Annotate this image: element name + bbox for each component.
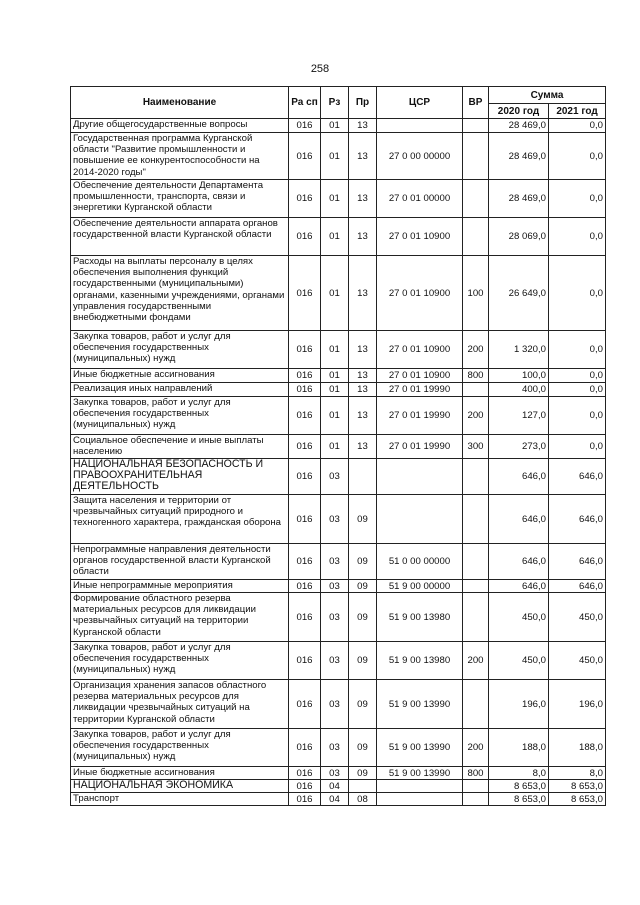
- table-row: [71, 331, 606, 369]
- vr-cell: [463, 793, 489, 806]
- csr-cell: 27 0 01 19990: [377, 397, 463, 435]
- rz-cell: 01: [321, 256, 349, 331]
- name-cell: Закупка товаров, работ и услуг для обеспечения государственных (муниципальных) нужд: [71, 729, 289, 767]
- name-cell: Иные бюджетные ассигнования: [71, 767, 289, 780]
- budget-table: [70, 86, 606, 806]
- sum-2020-cell: 28 469,0: [489, 119, 549, 133]
- name-cell: НАЦИОНАЛЬНАЯ БЕЗОПАСНОСТЬ И ПРАВООХРАНИТЕЛЬНАЯ ДЕЯТЕЛЬНОСТЬ: [71, 459, 289, 495]
- pr-cell: 13: [349, 369, 377, 383]
- sum-2020-cell: 8 653,0: [489, 793, 549, 806]
- header-year-2020: 2020 год: [489, 104, 549, 119]
- sum-2021-cell: 646,0: [549, 459, 606, 495]
- sum-2020-cell: 188,0: [489, 729, 549, 767]
- rsp-cell: 016: [289, 780, 321, 793]
- vr-cell: 200: [463, 729, 489, 767]
- sum-2021-cell: 450,0: [549, 642, 606, 680]
- pr-cell: 09: [349, 680, 377, 729]
- pr-cell: 13: [349, 397, 377, 435]
- rsp-cell: 016: [289, 256, 321, 331]
- table-row: [71, 642, 606, 680]
- rsp-cell: 016: [289, 180, 321, 218]
- csr-cell: [377, 119, 463, 133]
- pr-cell: [349, 459, 377, 495]
- rz-cell: 03: [321, 729, 349, 767]
- rz-cell: 03: [321, 459, 349, 495]
- name-cell: Непрограммные направления деятельности органов государственной власти Курганской области: [71, 544, 289, 580]
- table-row: [71, 383, 606, 397]
- sum-2021-cell: 0,0: [549, 397, 606, 435]
- sum-2020-cell: 127,0: [489, 397, 549, 435]
- pr-cell: [349, 780, 377, 793]
- csr-cell: 27 0 00 00000: [377, 133, 463, 180]
- rz-cell: 03: [321, 642, 349, 680]
- name-cell: Транспорт: [71, 793, 289, 806]
- csr-cell: 27 0 01 10900: [377, 331, 463, 369]
- sum-2021-cell: 8,0: [549, 767, 606, 780]
- pr-cell: 09: [349, 642, 377, 680]
- rsp-cell: 016: [289, 133, 321, 180]
- header-rz: Рз: [321, 87, 349, 119]
- rsp-cell: 016: [289, 767, 321, 780]
- csr-cell: 27 0 01 10900: [377, 369, 463, 383]
- pr-cell: 08: [349, 793, 377, 806]
- page-number: 258: [310, 63, 330, 75]
- rz-cell: 04: [321, 780, 349, 793]
- name-cell: Расходы на выплаты персоналу в целях обеспечения выполнения функций государственными (муниципальными) органами, казенными учреждениями, органами управления государственными внебюджетными фондами: [71, 256, 289, 331]
- sum-2020-cell: 400,0: [489, 383, 549, 397]
- vr-cell: 200: [463, 642, 489, 680]
- table-row: [71, 369, 606, 383]
- csr-cell: [377, 495, 463, 544]
- csr-cell: 51 9 00 13990: [377, 680, 463, 729]
- csr-cell: 27 0 01 00000: [377, 180, 463, 218]
- rz-cell: 03: [321, 593, 349, 642]
- pr-cell: 13: [349, 383, 377, 397]
- pr-cell: 13: [349, 133, 377, 180]
- pr-cell: 13: [349, 119, 377, 133]
- pr-cell: 13: [349, 435, 377, 459]
- rz-cell: 01: [321, 369, 349, 383]
- pr-cell: 09: [349, 580, 377, 593]
- pr-cell: 09: [349, 767, 377, 780]
- sum-2020-cell: 450,0: [489, 593, 549, 642]
- pr-cell: 13: [349, 256, 377, 331]
- table-row: [71, 180, 606, 218]
- csr-cell: 51 0 00 00000: [377, 544, 463, 580]
- pr-cell: 09: [349, 593, 377, 642]
- sum-2021-cell: 196,0: [549, 680, 606, 729]
- name-cell: Защита населения и территории от чрезвычайных ситуаций природного и техногенного характера, гражданская оборона: [71, 495, 289, 544]
- sum-2020-cell: 450,0: [489, 642, 549, 680]
- sum-2020-cell: 273,0: [489, 435, 549, 459]
- name-cell: Закупка товаров, работ и услуг для обеспечения государственных (муниципальных) нужд: [71, 331, 289, 369]
- rz-cell: 01: [321, 180, 349, 218]
- rz-cell: 03: [321, 680, 349, 729]
- rsp-cell: 016: [289, 793, 321, 806]
- table-row: [71, 133, 606, 180]
- sum-2021-cell: 0,0: [549, 369, 606, 383]
- csr-cell: [377, 793, 463, 806]
- sum-2020-cell: 28 069,0: [489, 218, 549, 256]
- rsp-cell: 016: [289, 544, 321, 580]
- name-cell: Иные непрограммные мероприятия: [71, 580, 289, 593]
- rsp-cell: 016: [289, 642, 321, 680]
- sum-2021-cell: 646,0: [549, 580, 606, 593]
- name-cell: Социальное обеспечение и иные выплаты населению: [71, 435, 289, 459]
- rz-cell: 03: [321, 580, 349, 593]
- vr-cell: 100: [463, 256, 489, 331]
- rz-cell: 03: [321, 495, 349, 544]
- sum-2021-cell: 0,0: [549, 180, 606, 218]
- sum-2021-cell: 450,0: [549, 593, 606, 642]
- sum-2021-cell: 0,0: [549, 218, 606, 256]
- sum-2020-cell: 646,0: [489, 580, 549, 593]
- vr-cell: [463, 544, 489, 580]
- name-cell: Закупка товаров, работ и услуг для обеспечения государственных (муниципальных) нужд: [71, 642, 289, 680]
- vr-cell: 800: [463, 369, 489, 383]
- rsp-cell: 016: [289, 680, 321, 729]
- rsp-cell: 016: [289, 218, 321, 256]
- pr-cell: 13: [349, 218, 377, 256]
- vr-cell: [463, 119, 489, 133]
- csr-cell: [377, 459, 463, 495]
- vr-cell: [463, 495, 489, 544]
- sum-2021-cell: 0,0: [549, 331, 606, 369]
- rz-cell: 04: [321, 793, 349, 806]
- sum-2020-cell: 28 469,0: [489, 180, 549, 218]
- rz-cell: 01: [321, 397, 349, 435]
- header-vr: ВР: [463, 87, 489, 119]
- table-row: [71, 544, 606, 580]
- rz-cell: 01: [321, 331, 349, 369]
- name-cell: Другие общегосударственные вопросы: [71, 119, 289, 133]
- rz-cell: 01: [321, 218, 349, 256]
- vr-cell: [463, 780, 489, 793]
- name-cell: Обеспечение деятельности аппарата органов государственной власти Курганской области: [71, 218, 289, 256]
- sum-2021-cell: 646,0: [549, 495, 606, 544]
- rz-cell: 01: [321, 133, 349, 180]
- sum-2020-cell: 646,0: [489, 459, 549, 495]
- csr-cell: 51 9 00 13980: [377, 593, 463, 642]
- name-cell: Закупка товаров, работ и услуг для обеспечения государственных (муниципальных) нужд: [71, 397, 289, 435]
- rsp-cell: 016: [289, 729, 321, 767]
- name-cell: Иные бюджетные ассигнования: [71, 369, 289, 383]
- rsp-cell: 016: [289, 435, 321, 459]
- sum-2020-cell: 196,0: [489, 680, 549, 729]
- name-cell: Государственная программа Курганской области "Развитие промышленности и повышение ее конкурентоспособности на 2014-2020 годы": [71, 133, 289, 180]
- rz-cell: 01: [321, 435, 349, 459]
- header-rsp: Ра сп: [289, 87, 321, 119]
- name-cell: НАЦИОНАЛЬНАЯ ЭКОНОМИКА: [71, 780, 289, 793]
- header-csr: ЦСР: [377, 87, 463, 119]
- sum-2021-cell: 0,0: [549, 133, 606, 180]
- table-row: [71, 680, 606, 729]
- csr-cell: 27 0 01 19990: [377, 383, 463, 397]
- rsp-cell: 016: [289, 119, 321, 133]
- sum-2021-cell: 0,0: [549, 256, 606, 331]
- table-row: [71, 593, 606, 642]
- sum-2020-cell: 1 320,0: [489, 331, 549, 369]
- sum-2021-cell: 8 653,0: [549, 793, 606, 806]
- name-cell: Организация хранения запасов областного резерва материальных ресурсов для ликвидации чрезвычайных ситуаций на территории Курганской области: [71, 680, 289, 729]
- vr-cell: [463, 680, 489, 729]
- name-cell: Реализация иных направлений: [71, 383, 289, 397]
- vr-cell: 800: [463, 767, 489, 780]
- vr-cell: [463, 133, 489, 180]
- csr-cell: 51 9 00 13980: [377, 642, 463, 680]
- table-row: [71, 435, 606, 459]
- rsp-cell: 016: [289, 397, 321, 435]
- pr-cell: 09: [349, 544, 377, 580]
- name-cell: Обеспечение деятельности Департамента промышленности, транспорта, связи и энергетики Курганской области: [71, 180, 289, 218]
- header-pr: Пр: [349, 87, 377, 119]
- pr-cell: 13: [349, 180, 377, 218]
- csr-cell: 51 9 00 13990: [377, 729, 463, 767]
- table-row: [71, 459, 606, 495]
- csr-cell: 27 0 01 10900: [377, 256, 463, 331]
- csr-cell: 51 9 00 00000: [377, 580, 463, 593]
- sum-2020-cell: 28 469,0: [489, 133, 549, 180]
- table-row: [71, 793, 606, 806]
- csr-cell: 27 0 01 19990: [377, 435, 463, 459]
- table-row: [71, 780, 606, 793]
- vr-cell: 300: [463, 435, 489, 459]
- csr-cell: 51 9 00 13990: [377, 767, 463, 780]
- header-name: Наименование: [71, 87, 289, 119]
- table-row: [71, 397, 606, 435]
- csr-cell: 27 0 01 10900: [377, 218, 463, 256]
- pr-cell: 13: [349, 331, 377, 369]
- sum-2020-cell: 646,0: [489, 544, 549, 580]
- vr-cell: [463, 218, 489, 256]
- header-sum: Сумма: [489, 87, 606, 104]
- header-year-2021: 2021 год: [549, 104, 606, 119]
- sum-2021-cell: 646,0: [549, 544, 606, 580]
- csr-cell: [377, 780, 463, 793]
- rsp-cell: 016: [289, 383, 321, 397]
- sum-2021-cell: 188,0: [549, 729, 606, 767]
- sum-2021-cell: 8 653,0: [549, 780, 606, 793]
- rsp-cell: 016: [289, 580, 321, 593]
- table-row: [71, 495, 606, 544]
- table-row: [71, 218, 606, 256]
- rz-cell: 01: [321, 383, 349, 397]
- pr-cell: 09: [349, 729, 377, 767]
- pr-cell: 09: [349, 495, 377, 544]
- sum-2020-cell: 100,0: [489, 369, 549, 383]
- sum-2021-cell: 0,0: [549, 435, 606, 459]
- rz-cell: 03: [321, 767, 349, 780]
- rsp-cell: 016: [289, 495, 321, 544]
- rsp-cell: 016: [289, 593, 321, 642]
- sum-2020-cell: 646,0: [489, 495, 549, 544]
- vr-cell: [463, 459, 489, 495]
- table-row: [71, 256, 606, 331]
- vr-cell: [463, 180, 489, 218]
- vr-cell: [463, 593, 489, 642]
- sum-2021-cell: 0,0: [549, 119, 606, 133]
- table-row: [71, 119, 606, 133]
- vr-cell: 200: [463, 331, 489, 369]
- name-cell: Формирование областного резерва материальных ресурсов для ликвидации чрезвычайных ситуаций на территории Курганской области: [71, 593, 289, 642]
- table-row: [71, 729, 606, 767]
- vr-cell: 200: [463, 397, 489, 435]
- rz-cell: 01: [321, 119, 349, 133]
- sum-2020-cell: 8,0: [489, 767, 549, 780]
- rsp-cell: 016: [289, 459, 321, 495]
- rz-cell: 03: [321, 544, 349, 580]
- vr-cell: [463, 383, 489, 397]
- table-row: [71, 767, 606, 780]
- sum-2021-cell: 0,0: [549, 383, 606, 397]
- sum-2020-cell: 8 653,0: [489, 780, 549, 793]
- table-row: [71, 580, 606, 593]
- vr-cell: [463, 580, 489, 593]
- sum-2020-cell: 26 649,0: [489, 256, 549, 331]
- rsp-cell: 016: [289, 369, 321, 383]
- rsp-cell: 016: [289, 331, 321, 369]
- header-row: [71, 87, 606, 104]
